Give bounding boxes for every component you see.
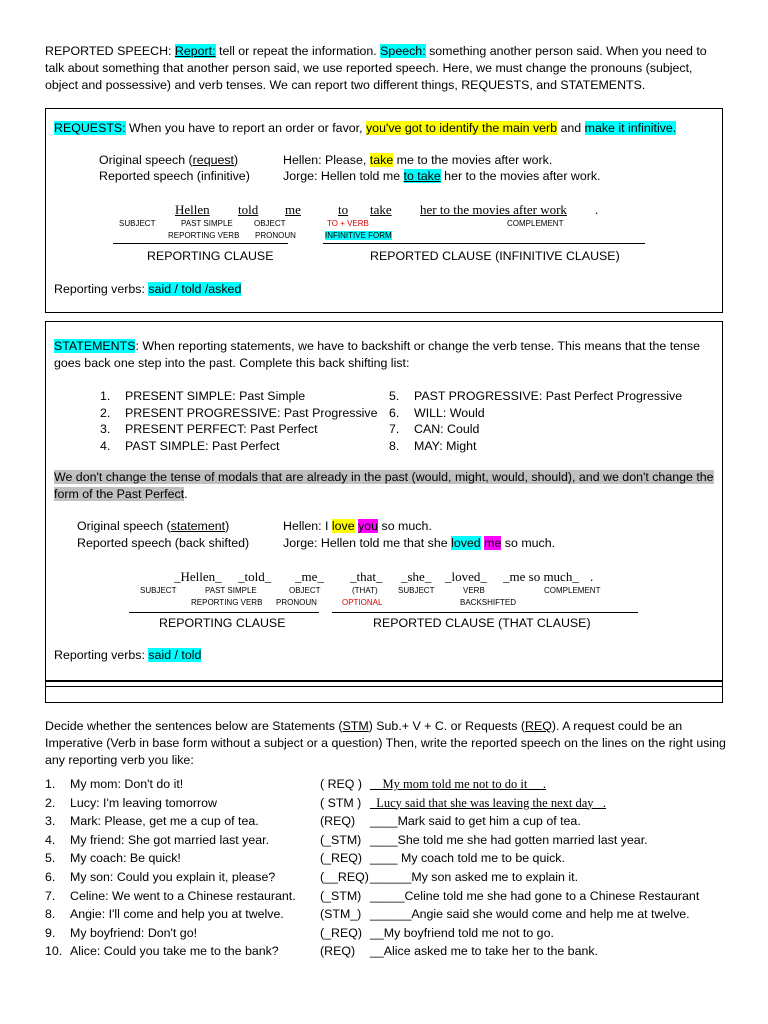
exercise-answer: ______Angie said she would come and help me at twelve. <box>370 907 690 922</box>
exercise-number: 7. <box>45 888 56 903</box>
req-word-verb: told <box>238 202 259 217</box>
exercise-number: 10. <box>45 944 63 959</box>
req-word-take: take <box>370 202 392 217</box>
exercise-answer: ____Mark said to get him a cup of tea. <box>370 814 581 829</box>
speech-text: something another person said. When you need to talk about something that another person said, we use reported speech. Here, we must change the pronouns (subject, object and possessive) and verb tenses. We can report two different things, REQUESTS, and STATEMENTS. <box>45 44 707 92</box>
exercise-row <box>45 889 735 907</box>
exercise-number: 1. <box>45 777 56 791</box>
req-word-subject: Hellen <box>175 202 210 217</box>
requests-original-speech: Hellen: Please, take me to the movies after work. <box>283 153 553 167</box>
exercise-answer: __My boyfriend told me not to go. <box>370 925 554 940</box>
speech-label: Speech: <box>380 44 426 58</box>
stm-word-object: _me_ <box>295 569 324 584</box>
exercise-number: 5. <box>45 851 56 866</box>
exercise-type: (REQ) <box>320 814 356 829</box>
stm-reported-line <box>332 612 638 613</box>
stm-tag-past-simple: PAST SIMPLE <box>205 586 257 595</box>
exercise-answer: ____ My coach told me to be quick. <box>370 851 565 866</box>
stm-tag-pronoun: PRONOUN <box>276 598 317 607</box>
list-item: 2. PRESENT PROGRESSIVE: Past Progressive <box>100 405 378 420</box>
stm-word-verb: _told_ <box>238 569 272 584</box>
exercise-question: My son: Could you explain it, please? <box>70 870 276 884</box>
exercise-row <box>45 851 735 869</box>
exercise-row <box>45 907 735 925</box>
exercise-question: My mom: Don't do it! <box>70 777 184 791</box>
exercise-instructions: Decide whether the sentences below are Statements (STM) Sub.+ V + C. or Requests (REQ). A request could be an Imperative (Verb in base form without a subject or a question) Then, write the reported speech on the lines on the right using any reporting verb you like: <box>45 719 726 767</box>
requests-reported-speech: Jorge: Hellen told me to take her to the movies after work. <box>283 169 601 183</box>
req-word-object: me <box>285 202 301 217</box>
exercise-question: My friend: She got married last year. <box>70 832 270 847</box>
exercise-answer: _Lucy said that she was leaving the next day_ . <box>370 795 607 810</box>
exercise-row <box>45 796 735 814</box>
stm-tag-backshifted: BACKSHIFTED <box>460 598 517 607</box>
stm-word-period: . <box>590 569 594 584</box>
exercise-question: Angie: I'll come and help you at twelve. <box>70 907 284 922</box>
list-item: 7. CAN: Could <box>389 422 480 436</box>
report-text: tell or repeat the information. <box>215 44 381 58</box>
list-item: 4. PAST SIMPLE: Past Perfect <box>100 438 280 453</box>
list-item: 8. MAY: Might <box>389 438 477 453</box>
empty-row <box>45 681 723 703</box>
req-reporting-line <box>113 243 288 244</box>
stm-word-loved: _loved_ <box>445 569 487 584</box>
stm-reporting-verbs: Reporting verbs: said / told <box>54 648 202 662</box>
exercise-type: (_REQ) <box>320 851 362 866</box>
stm-tag-reporting-verb: REPORTING VERB <box>191 598 263 607</box>
req-word-period: . <box>595 202 599 217</box>
stm-tag-subject2: SUBJECT <box>398 586 435 595</box>
list-item: 5. PAST PROGRESSIVE: Past Perfect Progressive <box>389 389 683 403</box>
exercise-answer: __My mom told me not to do it__ . <box>370 777 547 791</box>
stm-tag-subject: SUBJECT <box>140 586 177 595</box>
req-word-to: to <box>338 202 349 217</box>
exercise-type: (_STM) <box>320 888 362 903</box>
statements-original-speech: Hellen: I love you so much. <box>283 519 432 533</box>
stm-reporting-clause: REPORTING CLAUSE <box>159 616 286 630</box>
stm-word-that: _that_ <box>350 569 383 584</box>
stm-tag-object: OBJECT <box>289 586 321 595</box>
req-reported-line <box>323 243 645 244</box>
stm-tag-complement: COMPLEMENT <box>544 586 601 595</box>
exercise-number: 4. <box>45 832 56 847</box>
report-label: Report: <box>174 44 216 58</box>
exercise-row <box>45 870 735 888</box>
list-item: 3. PRESENT PERFECT: Past Perfect <box>100 422 318 436</box>
requests-label: REQUESTS: <box>54 121 126 135</box>
exercise-type: (_REQ) <box>320 925 362 940</box>
statements-intro: STATEMENTS: When reporting statements, we have to backshift or change the verb tense. This means that the tense goes back one step into the past. Complete this back shifting list: <box>54 339 701 370</box>
requests-reported-label: Reported speech (infinitive) <box>99 169 250 183</box>
req-word-complement: her to the movies after work <box>420 202 567 217</box>
exercise-row <box>45 814 735 832</box>
exercise-type: (STM_) <box>320 907 362 922</box>
req-tag-subject: SUBJECT <box>119 219 156 228</box>
modals-note: We don't change the tense of modals that are already in the past (would, might, would, should), and we don't change the form of the Past Perfect. <box>54 470 714 501</box>
exercise-answer: ______My son asked me to explain it. <box>370 870 579 884</box>
exercise-number: 6. <box>45 870 56 884</box>
statements-reported-label: Reported speech (back shifted) <box>77 536 250 550</box>
exercise-type: (__REQ) <box>320 870 369 884</box>
exercise-answer: __Alice asked me to take her to the bank. <box>370 944 598 959</box>
exercise-question: My boyfriend: Don't go! <box>70 925 198 940</box>
stm-reported-clause: REPORTED CLAUSE (THAT CLAUSE) <box>373 616 591 630</box>
req-tag-object: OBJECT <box>254 219 286 228</box>
req-tag-past-simple: PAST SIMPLE <box>181 219 233 228</box>
req-tag-infinitive-form: INFINITIVE FORM <box>325 231 392 240</box>
req-reporting-verbs: Reporting verbs: said / told /asked <box>54 282 242 296</box>
exercise-row <box>45 833 735 851</box>
req-tag-to-verb: TO + VERB <box>327 219 369 228</box>
statements-reported-speech: Jorge: Hellen told me that she loved me so much. <box>283 536 556 550</box>
empty-row-divider <box>45 686 723 687</box>
exercise-type: ( REQ ) <box>320 777 362 791</box>
req-reporting-clause: REPORTING CLAUSE <box>147 249 274 263</box>
statements-label: STATEMENTS <box>54 339 136 353</box>
stm-word-subject: _Hellen_ <box>174 569 222 584</box>
exercise-row <box>45 777 735 795</box>
exercise-question: Celine: We went to a Chinese restaurant. <box>70 888 296 903</box>
req-tag-reporting-verb: REPORTING VERB <box>168 231 240 240</box>
intro-paragraph <box>45 43 725 94</box>
stm-word-complement: _me so much_ <box>503 569 579 584</box>
exercise-number: 9. <box>45 925 56 940</box>
exercise-question: My coach: Be quick! <box>70 851 181 866</box>
stm-tag-verb: VERB <box>463 586 485 595</box>
exercise-answer: ____She told me she had gotten married last year. <box>370 832 648 847</box>
exercise-row <box>45 926 735 944</box>
stm-reporting-line <box>129 612 319 613</box>
requests-original-label: Original speech (request) <box>99 153 239 167</box>
exercise-question: Lucy: I'm leaving tomorrow <box>70 795 217 810</box>
requests-intro: REQUESTS: When you have to report an order or favor, you've got to identify the main verb and make it infinitive. <box>54 121 677 135</box>
exercise-question: Alice: Could you take me to the bank? <box>70 944 279 959</box>
req-tag-complement: COMPLEMENT <box>507 219 564 228</box>
exercise-number: 2. <box>45 795 56 810</box>
exercise-row <box>45 944 735 962</box>
statements-original-label: Original speech (statement) <box>77 519 230 533</box>
backshift-list-left <box>100 388 377 454</box>
list-item: 1. PRESENT SIMPLE: Past Simple <box>100 389 306 403</box>
exercise-number: 8. <box>45 907 56 922</box>
req-tag-pronoun: PRONOUN <box>255 231 296 240</box>
exercise-type: ( STM ) <box>320 795 362 810</box>
exercise-type: (_STM) <box>320 832 362 847</box>
exercise-type: (REQ) <box>320 944 356 959</box>
stm-tag-optional: OPTIONAL <box>342 598 383 607</box>
intro-title: REPORTED SPEECH: <box>45 44 172 58</box>
exercise-answer: _____Celine told me she had gone to a Chinese Restaurant <box>370 888 700 903</box>
backshift-list-right <box>389 388 682 454</box>
exercise-question: Mark: Please, get me a cup of tea. <box>70 814 259 829</box>
stm-word-she: _she_ <box>401 569 432 584</box>
stm-tag-that: (THAT) <box>352 586 378 595</box>
list-item: 6. WILL: Would <box>389 405 485 420</box>
exercise-number: 3. <box>45 814 56 829</box>
req-reported-clause: REPORTED CLAUSE (INFINITIVE CLAUSE) <box>370 249 620 263</box>
